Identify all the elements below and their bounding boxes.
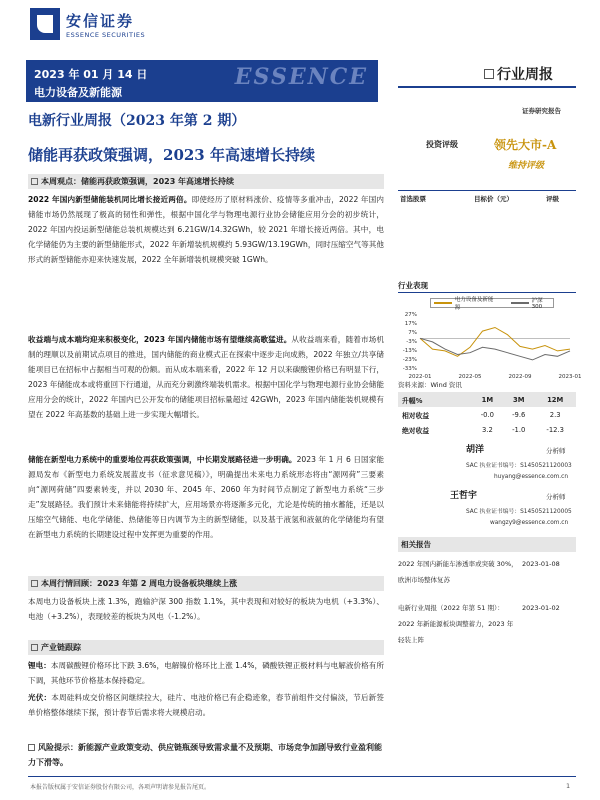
page-number: 1: [566, 782, 571, 790]
rating-value: 领先大市-A: [494, 138, 557, 152]
table-row: [398, 422, 576, 437]
section-heading-views: 本周观点：储能再获政策强调，2023 年高速增长持续: [28, 174, 384, 189]
section-heading-market: 本周行情回顾：2023 年第 2 周电力设备板块继续上涨: [28, 576, 384, 591]
y-tick-label: 27%: [404, 312, 417, 318]
performance-chart: [398, 310, 582, 380]
performance-table: [398, 392, 576, 437]
table-header-row: [398, 392, 576, 407]
footer-divider: [28, 776, 576, 777]
section-bullet-icon: [31, 178, 38, 185]
paragraph-lithium: 锂电：本周碳酸锂价格环比下跌 3.6%，电解镍价格环比上涨 1.4%，磷酸铁锂正极材料与电解液价格有所下调，其他环节价格基本保持稳定。: [28, 661, 384, 686]
table-cell: -0.0: [480, 410, 494, 419]
footer-disclaimer: 本报告版权属于安信证券股份有限公司，各项声明请参见报告尾页。: [30, 784, 211, 791]
table-row: [398, 407, 576, 422]
y-tick-label: 17%: [404, 321, 417, 327]
analyst-email[interactable]: wangzy9@essence.com.cn: [490, 520, 569, 526]
report-sector: 电力设备及新能源: [34, 86, 122, 99]
logo-name-cn: 安信证券: [66, 11, 135, 30]
table-header-cell: 1M: [481, 395, 494, 404]
rating-sub: 维持评级: [508, 161, 545, 171]
legend-label-index: 沪深300: [531, 298, 543, 310]
y-tick-label: -13%: [402, 348, 417, 354]
series-line-sector: [420, 328, 570, 357]
y-tick-label: 7%: [408, 330, 417, 336]
related-report-title[interactable]: 电新行业周报（2022 年第 51 期）：2022 年新能源板块调整蓄力，2023 年轻装上阵: [398, 604, 514, 644]
table-cell: -1.0: [512, 425, 526, 434]
related-report-title[interactable]: 2022 年国内新能车渗透率或突破 30%，欧洲市场整体复苏: [398, 560, 518, 584]
table-cell: -12.3: [546, 425, 564, 434]
chart-legend: [430, 297, 554, 311]
y-tick-label: -3%: [406, 339, 417, 345]
analyst-name: 胡洋: [466, 445, 485, 455]
chart-source: 资料来源：Wind 资讯: [398, 381, 462, 389]
report-headline: 储能再获政策强调，2023 年高速增长持续: [28, 146, 315, 164]
stock-col-rating: 评级: [546, 195, 559, 203]
table-cell: 绝对收益: [402, 426, 430, 435]
legend-label-sector: 电力设备及新能源: [454, 297, 494, 311]
related-reports-heading: 相关报告: [398, 537, 576, 552]
banner-watermark: ESSENCE: [234, 64, 368, 90]
analyst-role: 分析师: [546, 493, 566, 501]
logo-name-en: ESSENCE SECURITIES: [66, 30, 146, 39]
table-cell: 相对收益: [402, 411, 430, 420]
rating-label: 投资评级: [426, 140, 458, 149]
report-type-label: 行业周报: [497, 67, 553, 83]
report-type: [484, 64, 553, 84]
header-divider: [398, 86, 576, 88]
x-tick-label: 2022-05: [458, 374, 482, 380]
paragraph-solar: 光伏：本周硅料成交价格区间继续拉大，硅片、电池价格已有企稳迹象，春节前组件交付偏淡，节后新签单价格整体继续下探，预计春节后需求将大规模启动。: [28, 693, 385, 718]
section-heading-industry: 产业链跟踪: [28, 640, 384, 655]
table-header-cell: 升幅%: [402, 396, 423, 405]
analyst-email[interactable]: huyang@essence.com.cn: [494, 474, 569, 480]
paragraph-policy: 储能在新型电力系统中的重要地位再获政策强调，中长期发展路径进一步明确。2023 年 1 月 6 日国家能源局发布《新型电力系统发展蓝皮书（征求意见稿）》，明确提出未来电力系统形态将由“源网荷”三要素向“源网荷储”四要素转变，并以 2030 年、2045 年、2060 年为时间节点制定了新型电力系统“三步走”发展路径。我们预计未来储能将持续扩大，应用场景亦将逐渐多元化，尤论是传统的抽水蓄能，还是以压缩空气储能、电化学储能、热储能等日内调节为主的新型储能，以及基于液氢和液氨的化学储能均有望在新型电力系统的长期建设过程中发挥更为重要的作用。: [28, 455, 384, 540]
legend-swatch-index: [511, 302, 529, 304]
table-header-cell: 3M: [512, 395, 525, 404]
brand-logo: [30, 6, 145, 42]
section-bullet-icon: [28, 744, 35, 751]
table-cell: -9.6: [512, 410, 526, 419]
report-date: 2023 年 01 月 14 日: [34, 68, 148, 81]
x-tick-label: 2022-01: [408, 374, 432, 380]
paragraph-market: 本周电力设备板块上涨 1.3%，跑输沪深 300 指数 1.1%，其中表现和对较好的板块为电机（+3.3%）、电池（+3.2%），表现较差的板块为风电（-1.2%）。: [28, 597, 384, 622]
performance-heading: 行业表现: [398, 281, 428, 290]
paragraph-outlook: 收益端与成本端均迎来积极变化，2023 年国内储能市场有望继续高歌猛进。从收益端来看，随着市场机制的理顺以及前期试点项目的推进，国内储能的商业模式正在探索中逐步走向成熟，2022 年独立/共享储能项目已在招标中占据相当可观的份额。而从成本端来看，2022 年 12 月以来碳酸锂价格已有明显下行，2023 年储能成本或将重回下行通道，从而充分刺激终端装机需求。根据中国化学与物理电源行业协会储能应用分会的统计，2022 年国内已公开发布的储能项目招标量超过 42GWh，2023 年国内储能装机规模有望在 2022 年高基数的基础上进一步实现大幅增长。: [28, 335, 385, 420]
analyst-role: 分析师: [546, 447, 566, 455]
table-cell: 2.3: [549, 410, 561, 419]
stock-table-rule: [398, 190, 576, 191]
related-report-date: 2023-01-08: [522, 560, 560, 568]
report-title: 电新行业周报（2023 年第 2 期）: [28, 113, 246, 129]
x-tick-label: 2023-01: [558, 374, 582, 380]
report-type-icon: [484, 69, 494, 79]
research-label: 证券研究报告: [522, 107, 561, 115]
section-bullet-icon: [31, 580, 38, 587]
date-banner: [26, 60, 378, 102]
analyst-sac: SAC 执业证书编号：S1450521120003: [466, 463, 572, 469]
related-report-date: 2023-01-02: [522, 604, 560, 612]
stock-col-name: 首选股票: [400, 195, 426, 203]
table-cell: 3.2: [481, 425, 493, 434]
x-tick-label: 2022-09: [508, 374, 532, 380]
logo-icon: [30, 8, 60, 40]
analyst-sac: SAC 执业证书编号：S1450521120005: [466, 509, 572, 515]
table-header-cell: 12M: [547, 395, 564, 404]
y-tick-label: -33%: [402, 366, 417, 372]
stock-col-target: 目标价（元）: [474, 195, 513, 203]
series-line-index: [420, 338, 570, 360]
legend-swatch-sector: [434, 302, 452, 304]
y-tick-label: -23%: [402, 357, 417, 363]
performance-rule: [398, 292, 576, 293]
section-bullet-icon: [31, 644, 38, 651]
paragraph-installed: 2022 年国内新型储能装机同比增长接近两倍。即使经历了原材料涨价、疫情等多重冲击，2022 年国内储能市场仍然展现了极高的韧性和弹性，根据中国化学与物理电源行业协会储能应用分会的初步统计，2022 年国内投运新型储能总装机规模达到 6.21GW/14.32GWh，较 2021 年增长接近两倍。其中，电化学储能仍为主要的新型储能形式，2022 年新增装机规模约 5.93GW/13.19GWh，同时压缩空气等其他形式的新型储能亦迎来快速发展，2022 全年新增装机规模突破 1GWh。: [28, 195, 384, 265]
risk-warning: 风险提示：新能源产业政策变动、供应链瓶颈导致需求量不及预期、市场竞争加剧导致行业盈利能力下滑等。: [28, 743, 382, 767]
analyst-name: 王哲宇: [450, 491, 478, 501]
